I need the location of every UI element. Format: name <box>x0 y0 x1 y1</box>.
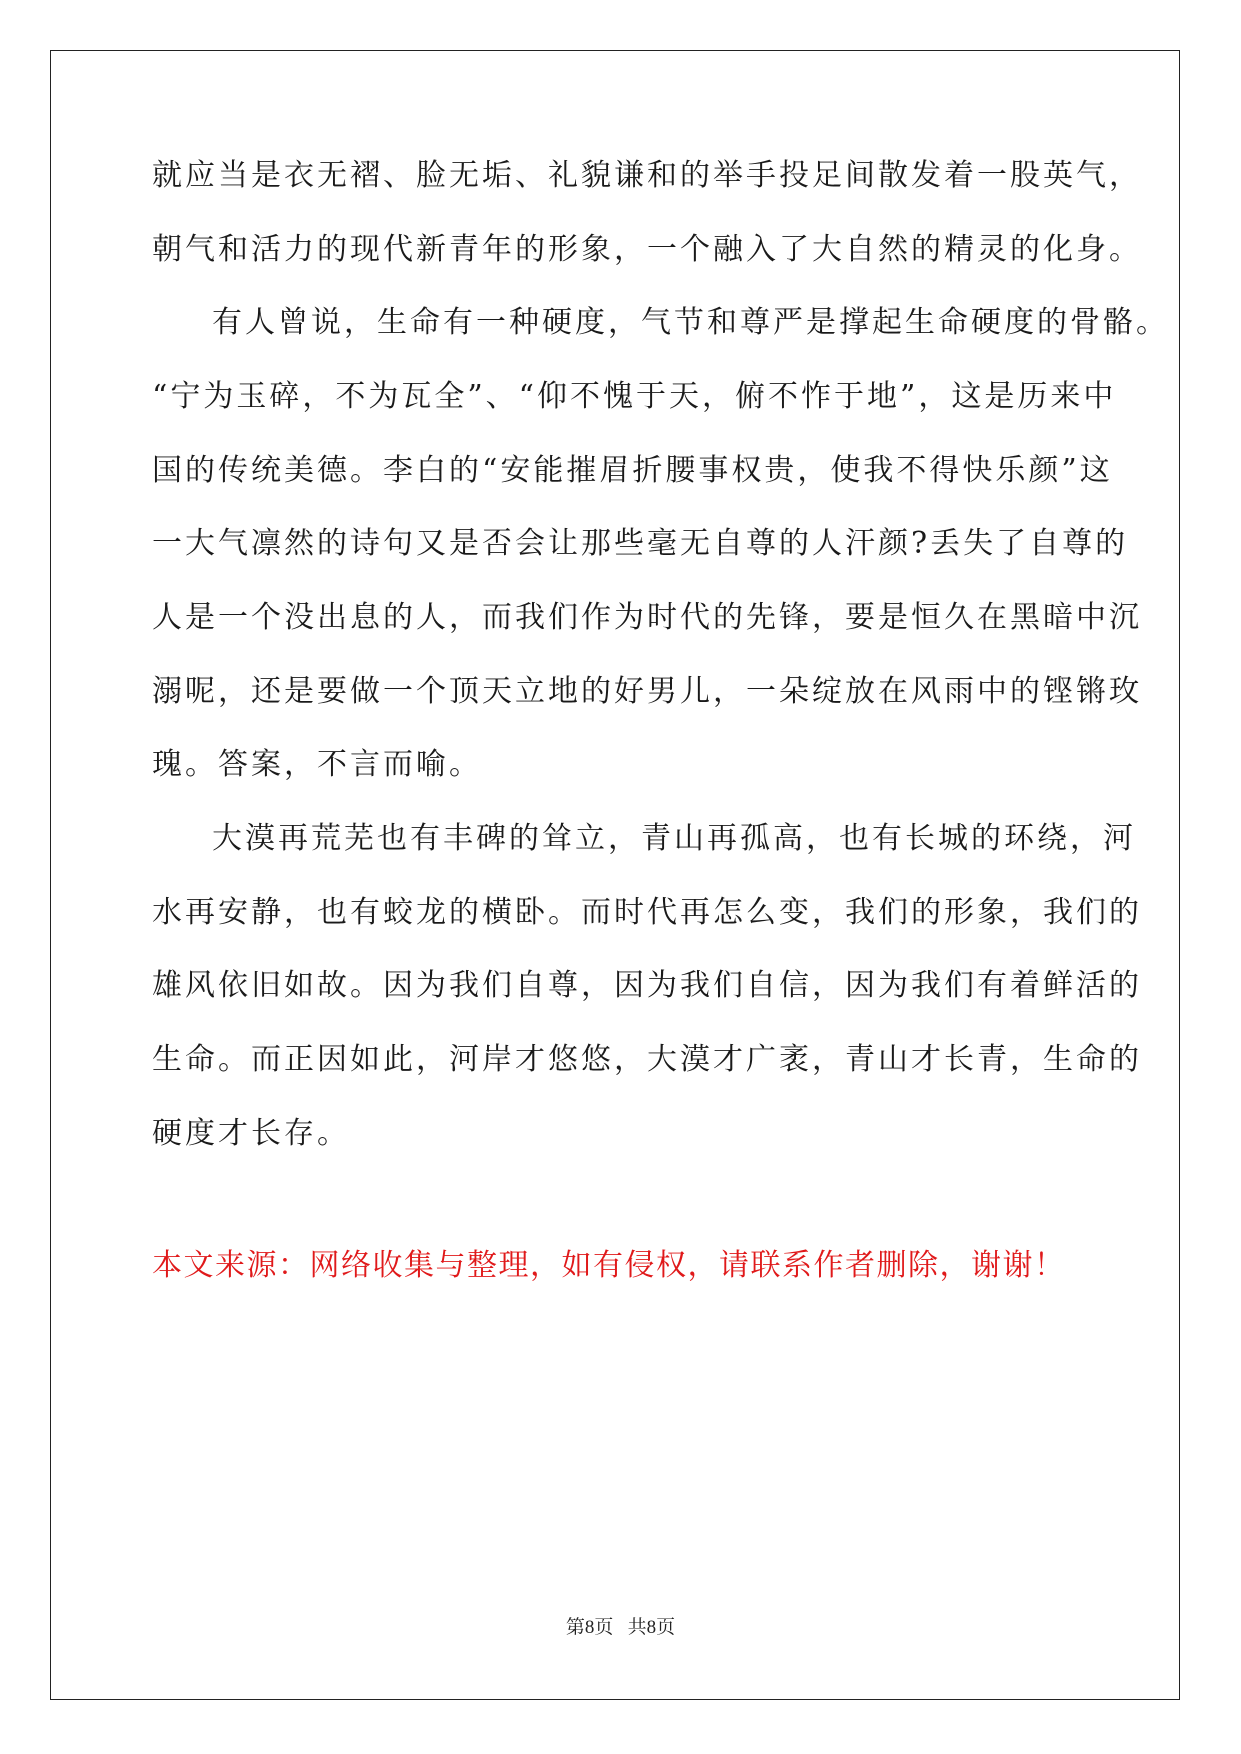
body-line-5: 国的传统美德。李白的“安能摧眉折腰事权贵，使我不得快乐颜”这 <box>152 453 1113 488</box>
source-note: 本文来源：网络收集与整理，如有侵权，请联系作者删除，谢谢！ <box>152 1248 1066 1283</box>
body-line-12: 雄风依旧如故。因为我们自尊，因为我们自信，因为我们有着鲜活的 <box>152 968 1142 1003</box>
body-line-6: 一大气凛然的诗句又是否会让那些毫无自尊的人汗颜?丢失了自尊的 <box>152 526 1129 561</box>
page-total: 共8页 <box>627 1617 676 1638</box>
body-line-4: “宁为玉碎，不为瓦全”、“仰不愧于天，俯不怍于地”，这是历来中 <box>152 379 1117 414</box>
body-line-2: 朝气和活力的现代新青年的形象，一个融入了大自然的精灵的化身。 <box>152 232 1142 267</box>
page-footer <box>0 1616 1241 1640</box>
body-line-11: 水再安静，也有蛟龙的横卧。而时代再怎么变，我们的形象，我们的 <box>152 895 1142 930</box>
body-line-13: 生命。而正因如此，河岸才悠悠，大漠才广袤，青山才长青，生命的 <box>152 1042 1142 1077</box>
body-line-14: 硬度才长存。 <box>152 1116 350 1151</box>
body-line-9: 瑰。答案，不言而喻。 <box>152 747 482 782</box>
body-line-10: 大漠再荒芜也有丰碑的耸立，青山再孤高，也有长城的环绕，河 <box>212 821 1136 856</box>
body-line-3: 有人曾说，生命有一种硬度，气节和尊严是撑起生命硬度的骨骼。 <box>212 305 1169 340</box>
body-line-8: 溺呢，还是要做一个顶天立地的好男儿，一朵绽放在风雨中的铿锵玫 <box>152 674 1142 709</box>
body-line-1: 就应当是衣无褶、脸无垢、礼貌谦和的举手投足间散发着一股英气， <box>152 158 1142 193</box>
page-border <box>50 50 1180 1700</box>
body-line-7: 人是一个没出息的人，而我们作为时代的先锋，要是恒久在黑暗中沉 <box>152 600 1142 635</box>
page-number: 第8页 <box>565 1617 614 1638</box>
